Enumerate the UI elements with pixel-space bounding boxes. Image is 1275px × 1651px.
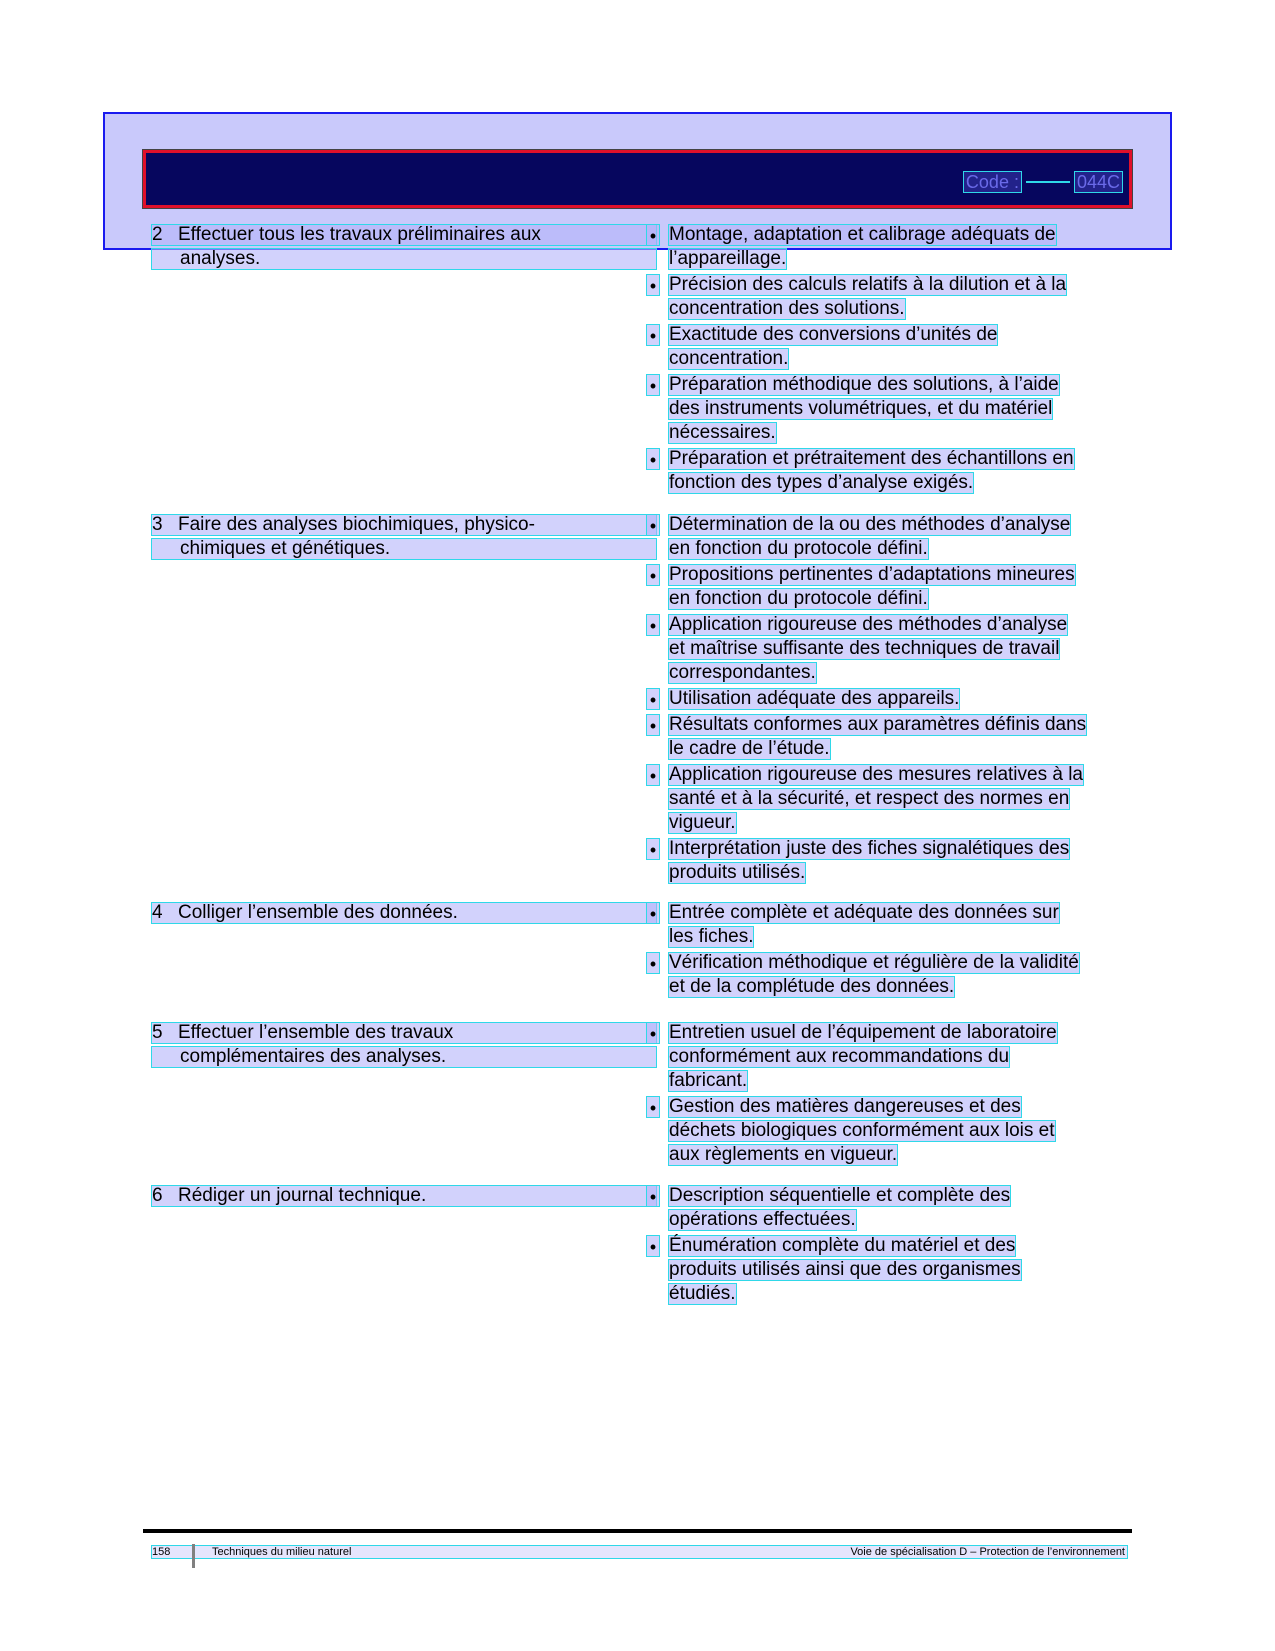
criterion-line: Vérification méthodique et régulière de la validité <box>669 952 1079 973</box>
criterion-line: fabricant. <box>669 1070 748 1091</box>
performance-criterion <box>646 274 1126 320</box>
criterion-line: déchets biologiques conformément aux lois et <box>669 1120 1055 1141</box>
criterion-line: en fonction du protocole défini. <box>669 538 928 559</box>
element-number: 3 <box>152 514 163 535</box>
criterion-line: Énumération complète du matériel et des <box>669 1235 1016 1256</box>
performance-criteria-list <box>646 902 1126 1002</box>
criterion-line: vigueur. <box>669 812 736 833</box>
performance-criteria-list <box>646 514 1126 888</box>
element-statement <box>151 1185 657 1209</box>
criterion-line: produits utilisés. <box>669 862 806 883</box>
criterion-line: Description séquentielle et complète des <box>669 1185 1011 1206</box>
criterion-line: les fiches. <box>669 926 754 947</box>
bullet-icon: • <box>646 448 660 470</box>
criterion-line: santé et à la sécurité, et respect des normes en <box>669 788 1070 809</box>
bullet-icon: • <box>646 514 660 536</box>
code-separator <box>1026 181 1070 183</box>
element-statement <box>151 902 657 926</box>
performance-criterion <box>646 374 1126 444</box>
criterion-line: Montage, adaptation et calibrage adéquats de <box>669 224 1056 245</box>
element-statement-line <box>151 1046 657 1068</box>
performance-criterion <box>646 1185 1126 1231</box>
criterion-line: concentration. <box>669 348 789 369</box>
element-statement-text: Rédiger un journal technique. <box>178 1185 427 1206</box>
bullet-icon: • <box>646 224 660 246</box>
criterion-line: opérations effectuées. <box>669 1209 856 1230</box>
criterion-line: Détermination de la ou des méthodes d’analyse <box>669 514 1071 535</box>
element-statement-line <box>151 248 657 270</box>
element-number: 4 <box>152 902 163 923</box>
criterion-line: Utilisation adéquate des appareils. <box>669 688 960 709</box>
bullet-icon: • <box>646 688 660 710</box>
bullet-icon: • <box>646 838 660 860</box>
bullet-icon: • <box>646 324 660 346</box>
element-statement-text: Effectuer tous les travaux préliminaires aux <box>178 224 541 245</box>
element-number: 6 <box>152 1185 163 1206</box>
criterion-line: Exactitude des conversions d’unités de <box>669 324 998 345</box>
element-statement-line <box>151 538 657 560</box>
criterion-line: Interprétation juste des fiches signalétiques des <box>669 838 1070 859</box>
performance-criterion <box>646 1096 1126 1166</box>
element-number: 2 <box>152 224 163 245</box>
bullet-icon: • <box>646 1185 660 1207</box>
footer-specialisation: Voie de spécialisation D – Protection de l’environnement <box>850 1546 1125 1558</box>
element-statement-text: Faire des analyses biochimiques, physico- <box>178 514 535 535</box>
performance-criterion <box>646 764 1126 834</box>
bullet-icon: • <box>646 1022 660 1044</box>
criterion-line: Gestion des matières dangereuses et des <box>669 1096 1021 1117</box>
element-statement <box>151 514 657 562</box>
performance-criterion <box>646 902 1126 948</box>
bullet-icon: • <box>646 714 660 736</box>
criterion-line: aux règlements en vigueur. <box>669 1144 898 1165</box>
element-statement-line <box>151 514 657 536</box>
criterion-line: Entretien usuel de l’équipement de laboratoire <box>669 1022 1057 1043</box>
performance-criteria-list <box>646 1022 1126 1170</box>
criterion-line: produits utilisés ainsi que des organismes <box>669 1259 1021 1280</box>
criterion-line: Précision des calculs relatifs à la dilution et à la <box>669 274 1067 295</box>
footer-program: Techniques du milieu naturel <box>212 1546 352 1558</box>
performance-criterion <box>646 838 1126 884</box>
criterion-line: Préparation méthodique des solutions, à l’aide <box>669 374 1059 395</box>
criterion-line: Propositions pertinentes d’adaptations mineures <box>669 564 1075 585</box>
element-statement-text: analyses. <box>180 248 261 269</box>
bullet-icon: • <box>646 374 660 396</box>
element-statement-text: complémentaires des analyses. <box>180 1046 447 1067</box>
page-number: 158 <box>152 1546 171 1558</box>
performance-criterion <box>646 564 1126 610</box>
element-statement-text: chimiques et génétiques. <box>180 538 391 559</box>
bullet-icon: • <box>646 564 660 586</box>
performance-criterion <box>646 952 1126 998</box>
criterion-line: le cadre de l’étude. <box>669 738 830 759</box>
footer-rule <box>143 1529 1132 1533</box>
performance-criterion <box>646 514 1126 560</box>
element-statement <box>151 224 657 272</box>
element-statement-line <box>151 1185 657 1207</box>
performance-criterion <box>646 688 1126 710</box>
performance-criterion <box>646 1235 1126 1305</box>
bullet-icon: • <box>646 1096 660 1118</box>
header-bar <box>143 150 1132 208</box>
performance-criterion <box>646 714 1126 760</box>
bullet-icon: • <box>646 1235 660 1257</box>
criterion-line: Application rigoureuse des méthodes d’analyse <box>669 614 1068 635</box>
performance-criterion <box>646 448 1126 494</box>
element-statement-line <box>151 1022 657 1044</box>
code-label: Code : <box>963 171 1022 193</box>
bullet-icon: • <box>646 902 660 924</box>
criterion-line: Résultats conformes aux paramètres définis dans <box>669 714 1087 735</box>
performance-criteria-list <box>646 1185 1126 1309</box>
criterion-line: Entrée complète et adéquate des données sur <box>669 902 1059 923</box>
criterion-line: des instruments volumétriques, et du matériel <box>669 398 1053 419</box>
criterion-line: étudiés. <box>669 1283 736 1304</box>
footer-divider <box>192 1544 195 1568</box>
code-value: 044C <box>1074 171 1123 193</box>
bullet-icon: • <box>646 614 660 636</box>
bullet-icon: • <box>646 952 660 974</box>
element-statement-line <box>151 902 657 924</box>
element-statement-line <box>151 224 657 246</box>
criterion-line: correspondantes. <box>669 662 816 683</box>
code-box <box>963 171 1123 193</box>
element-statement <box>151 1022 657 1070</box>
criterion-line: conformément aux recommandations du <box>669 1046 1010 1067</box>
performance-criterion <box>646 324 1126 370</box>
performance-criterion <box>646 224 1126 270</box>
element-statement-text: Colliger l’ensemble des données. <box>178 902 458 923</box>
criterion-line: concentration des solutions. <box>669 298 905 319</box>
criterion-line: et de la complétude des données. <box>669 976 955 997</box>
page-footer <box>151 1545 1128 1559</box>
element-statement-text: Effectuer l’ensemble des travaux <box>178 1022 454 1043</box>
element-number: 5 <box>152 1022 163 1043</box>
criterion-line: en fonction du protocole défini. <box>669 588 928 609</box>
performance-criterion <box>646 1022 1126 1092</box>
criterion-line: et maîtrise suffisante des techniques de travail <box>669 638 1060 659</box>
performance-criteria-list <box>646 224 1126 498</box>
criterion-line: Préparation et prétraitement des échantillons en <box>669 448 1074 469</box>
criterion-line: Application rigoureuse des mesures relatives à la <box>669 764 1083 785</box>
criterion-line: fonction des types d’analyse exigés. <box>669 472 974 493</box>
bullet-icon: • <box>646 274 660 296</box>
criterion-line: nécessaires. <box>669 422 776 443</box>
criterion-line: l’appareillage. <box>669 248 787 269</box>
bullet-icon: • <box>646 764 660 786</box>
performance-criterion <box>646 614 1126 684</box>
